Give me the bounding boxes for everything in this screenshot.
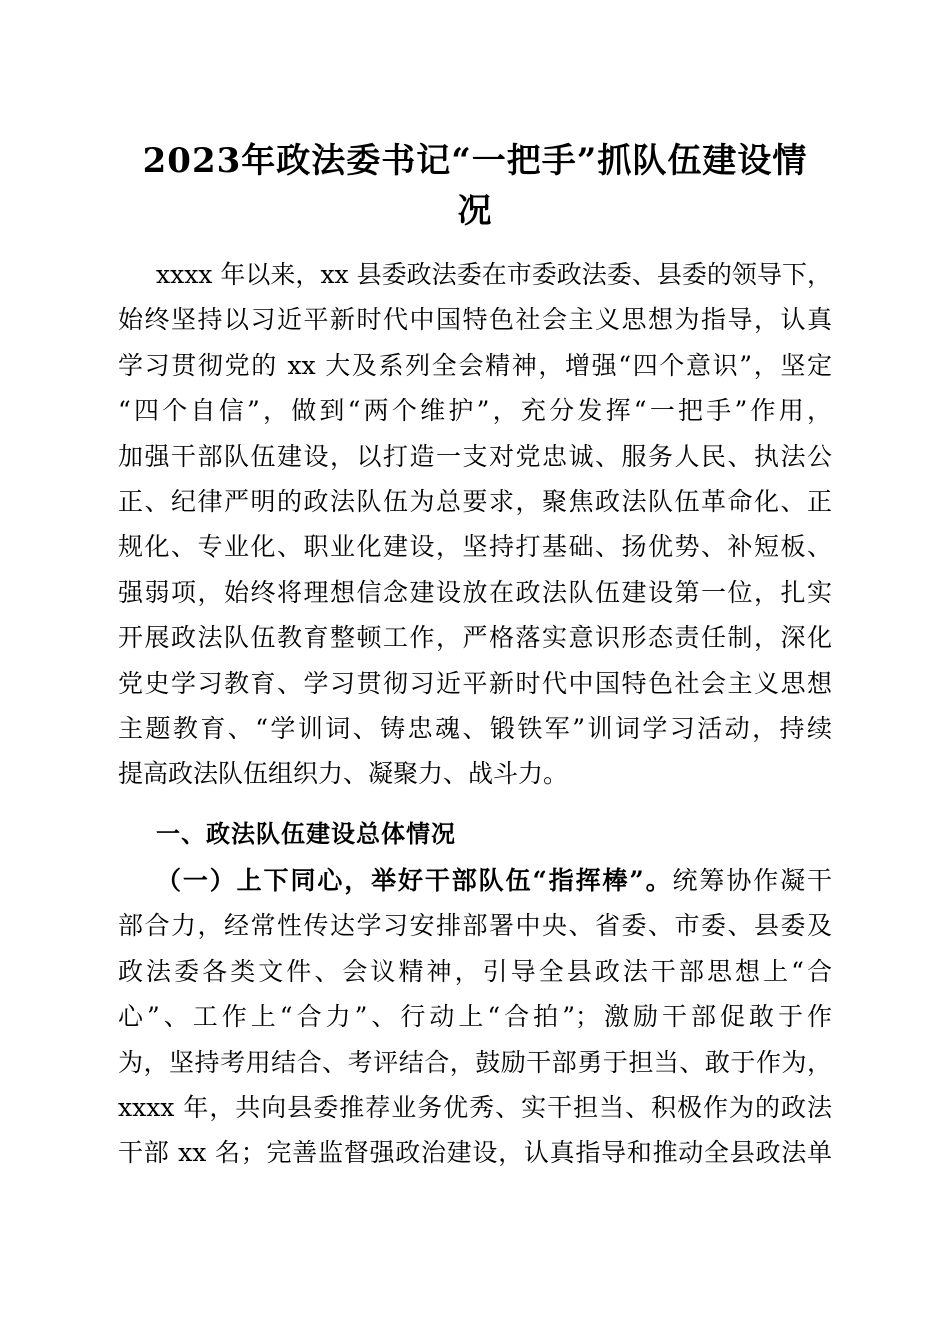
section-heading: 一、政法队伍建设总体情况 (156, 820, 456, 848)
title-line-1: 2023年政法委书记“一把手”抓队伍建设情 (142, 141, 808, 181)
paragraph-line: 政法委各类文件、会议精神，引导全县政法干部思想上“合 (118, 956, 832, 986)
paragraph-line: “四个自信”，做到“两个维护”，充分发挥“一把手”作用， (118, 396, 832, 426)
paragraph-line: 始终坚持以习近平新时代中国特色社会主义思想为指导，认真 (118, 305, 832, 335)
paragraph-line-rest: 统筹协作凝干 (672, 866, 832, 895)
paragraph-section-1 (118, 858, 832, 1176)
paragraph-line: 正、纪律严明的政法队伍为总要求，聚焦政法队伍革命化、正 (118, 486, 832, 516)
paragraph-line: 为，坚持考用结合、考评结合，鼓励干部勇于担当、敢于作为， (118, 1047, 832, 1077)
paragraph-line: 规化、专业化、职业化建设，坚持打基础、扬优势、补短板、 (118, 532, 832, 562)
paragraph-line-first (118, 858, 832, 903)
paragraph-line: 学习贯彻党的 xx 大及系列全会精神，增强“四个意识”，坚定 (118, 350, 832, 380)
paragraph-line: 强弱项，始终将理想信念建设放在政法队伍建设第一位，扎实 (118, 577, 832, 607)
paragraph-line: 开展政法队伍教育整顿工作，严格落实意识形态责任制，深化 (118, 623, 832, 653)
paragraph-line: 党史学习教育、学习贯彻习近平新时代中国特色社会主义思想 (118, 668, 832, 698)
paragraph-line: 干部 xx 名；完善监督强政治建设，认真指导和推动全县政法单 (118, 1138, 832, 1168)
paragraph-line: 部合力，经常性传达学习安排部署中央、省委、市委、县委及 (118, 911, 832, 941)
title-line-2: 况 (457, 191, 493, 231)
paragraph-line: 心”、工作上“合力”、行动上“合拍”；激励干部促敢于作 (118, 1002, 832, 1032)
subsection-heading: （一）上下同心，举好干部队伍“指挥棒”。 (156, 866, 673, 895)
paragraph-line: 提高政法队伍组织力、凝聚力、战斗力。 (118, 759, 569, 789)
paragraph-intro (118, 252, 832, 797)
paragraph-line: 主题教育、“学训词、铸忠魂、锻铁军”训词学习活动，持续 (118, 713, 832, 743)
paragraph-line: xxxx 年以来，xx 县委政法委在市委政法委、县委的领导下， (156, 260, 832, 289)
paragraph-line: 加强干部队伍建设，以打造一支对党忠诚、服务人民、执法公 (118, 441, 832, 471)
document-title (118, 136, 832, 236)
paragraph-line: xxxx 年，共向县委推荐业务优秀、实干担当、积极作为的政法 (118, 1092, 832, 1122)
